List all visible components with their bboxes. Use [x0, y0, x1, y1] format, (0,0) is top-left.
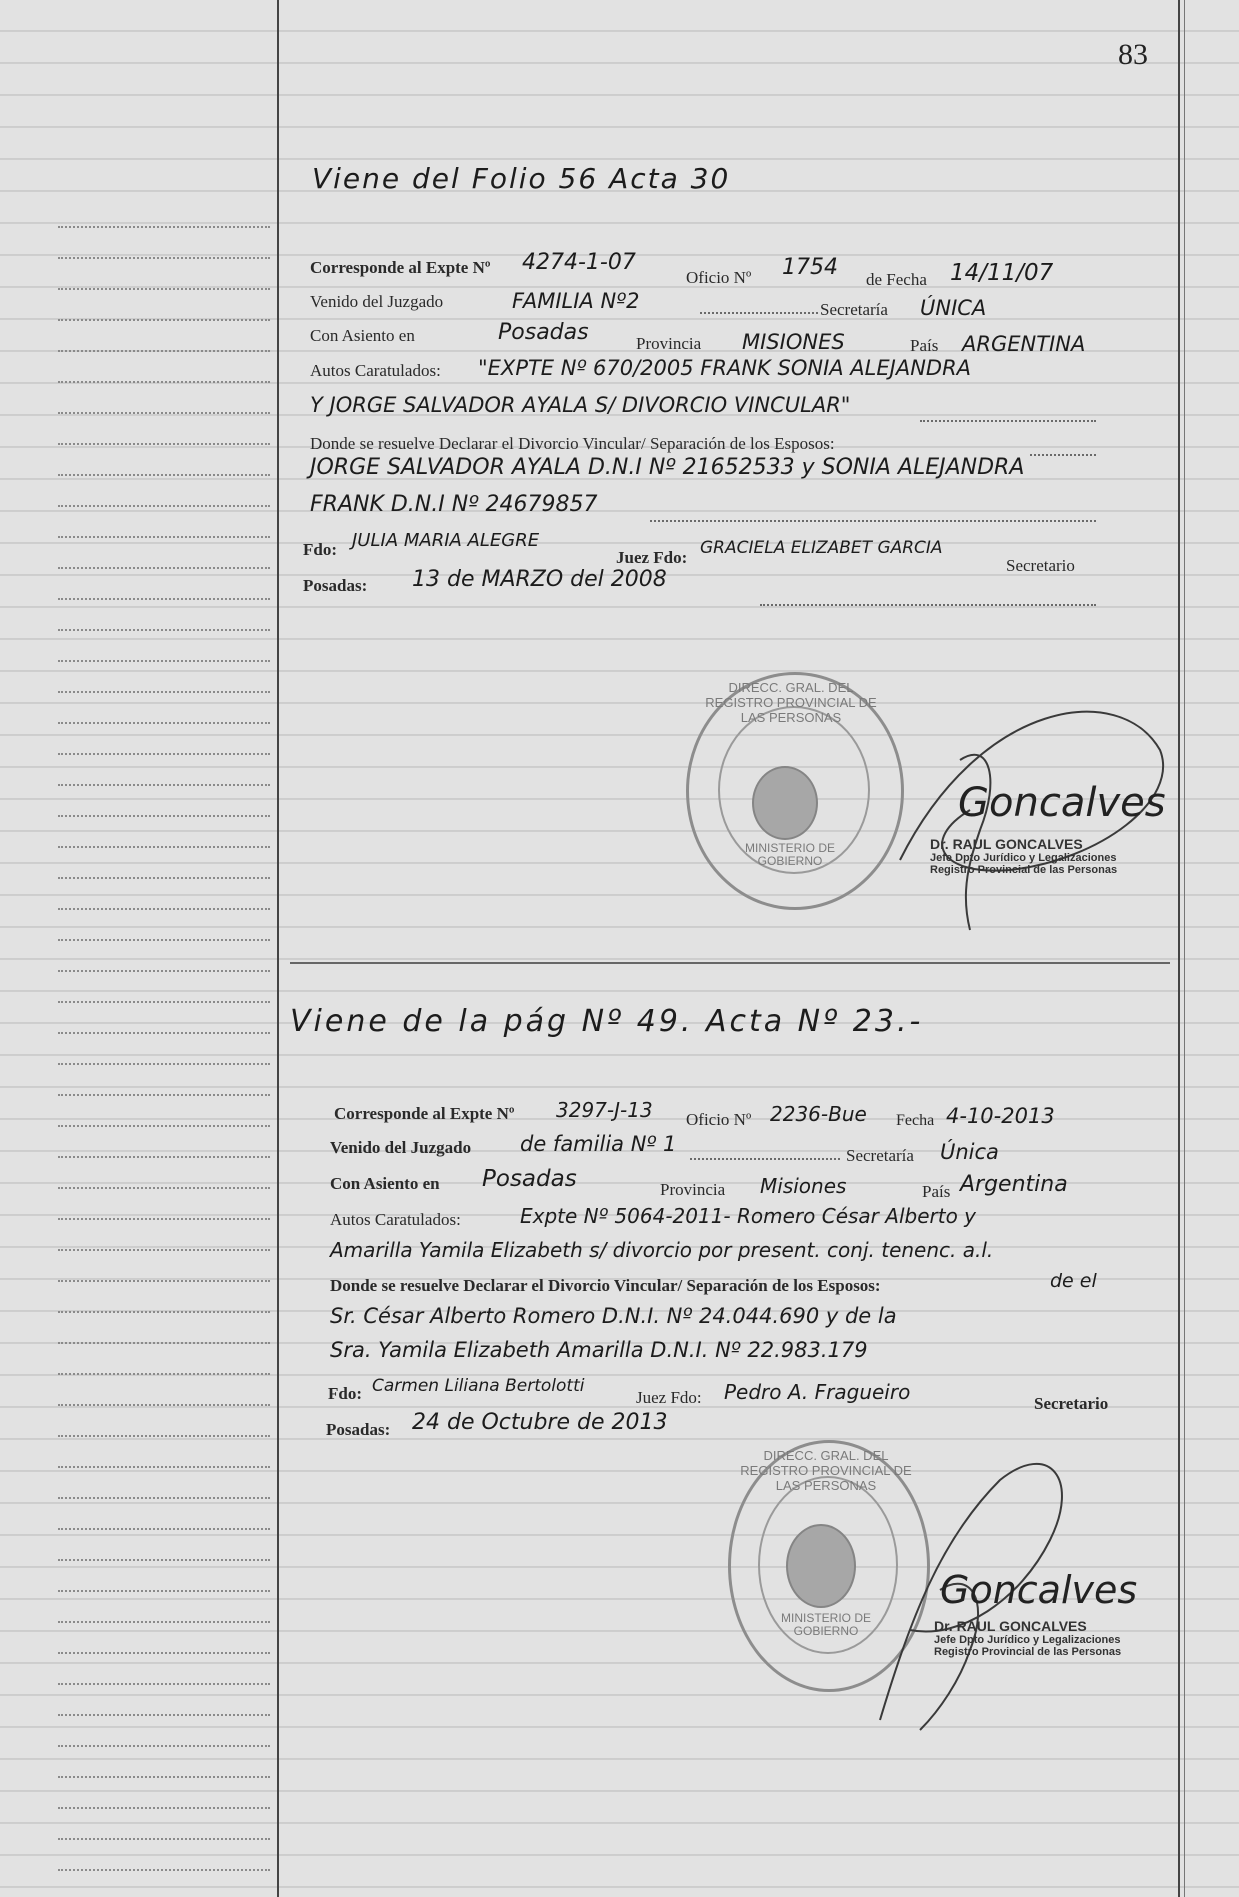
entry1-esposos-dots: [650, 520, 1096, 522]
left-margin-rule: [58, 412, 270, 414]
entry1-oficio-label: Oficio Nº: [686, 268, 752, 287]
entry2-fecha-label: Fecha: [896, 1112, 935, 1129]
entry1-resuelve-label: Donde se resuelve Declarar el Divorcio Vincular/ Separación de los Esposos:: [310, 434, 835, 453]
left-margin-rule: [58, 598, 270, 600]
entry1-juzgado-dots: [700, 312, 818, 314]
entry2-provincia-label: Provincia: [660, 1180, 726, 1199]
left-margin-rule: [58, 1745, 270, 1747]
left-margin-rule: [58, 1125, 270, 1127]
left-margin-rule: [58, 970, 270, 972]
sig1-name: Dr. RAUL GONCALVES: [930, 836, 1083, 852]
left-margin-rule: [58, 784, 270, 786]
left-margin-rule: [58, 567, 270, 569]
entry1-autos-line2: Y JORGE SALVADOR AYALA S/ DIVORCIO VINCULAR": [310, 393, 851, 417]
left-margin-rule: [58, 1559, 270, 1561]
entry1-fecha-value: 14/11/07: [950, 260, 1054, 286]
sig2-name: Dr. RAUL GONCALVES: [934, 1618, 1087, 1634]
entry-separator: [290, 962, 1170, 964]
entry1-expte-label: Corresponde al Expte Nº: [310, 258, 491, 277]
entry1-juzgado-label: Venido del Juzgado: [310, 292, 444, 311]
left-margin-rule: [58, 319, 270, 321]
entry2-juzgado-value: de familia Nº 1: [520, 1132, 677, 1156]
left-margin-rule: [58, 1869, 270, 1871]
entry2-expte-label: Corresponde al Expte Nº: [334, 1104, 515, 1123]
left-margin-rule: [58, 1311, 270, 1313]
entry2-resuelve-value: de el: [1050, 1270, 1097, 1292]
entry2-juez-name: Carmen Liliana Bertolotti: [372, 1376, 585, 1396]
entry1-autos-line1: "EXPTE Nº 670/2005 FRANK SONIA ALEJANDRA: [478, 356, 972, 380]
signature-2-block: [934, 1618, 1121, 1658]
entry2-autos-line2: Amarilla Yamila Elizabeth s/ divorcio por present. conj. tenenc. a.l.: [330, 1238, 994, 1262]
entry1-resuelve-dots: [1030, 454, 1096, 456]
left-margin-rule: [58, 1187, 270, 1189]
entry1-fecha-label: de Fecha: [866, 270, 927, 289]
left-margin-rule: [58, 1280, 270, 1282]
left-margin-rule: [58, 1218, 270, 1220]
left-margin-rule: [58, 908, 270, 910]
entry2-asiento-value: Posadas: [482, 1166, 577, 1192]
entry2-esposos-line1: Sr. César Alberto Romero D.N.I. Nº 24.044.690 y de la: [330, 1304, 897, 1328]
sig1-title-2: Registro Provincial de las Personas: [930, 864, 1118, 876]
left-margin-rule: [58, 1063, 270, 1065]
entry1-asiento-value: Posadas: [498, 320, 589, 345]
right-margin-line-inner: [1184, 0, 1185, 1897]
entry1-pais-label: País: [910, 336, 939, 355]
entry1-fdo-label: Fdo:: [303, 540, 337, 559]
left-margin-rule: [58, 1404, 270, 1406]
entry2-oficio-label: Oficio Nº: [686, 1110, 752, 1129]
left-margin-rule: [58, 1373, 270, 1375]
entry2-pais-value: Argentina: [960, 1172, 1068, 1197]
left-margin-rule: [58, 1342, 270, 1344]
sig1-title-1: Jefe Dpto Jurídico y Legalizaciones: [930, 852, 1117, 864]
entry1-heading: Viene del Folio 56 Acta 30: [312, 162, 731, 195]
entry2-posadas-date: 24 de Octubre de 2013: [412, 1410, 668, 1435]
entry1-provincia-label: Provincia: [636, 334, 702, 353]
left-margin-rule: [58, 1621, 270, 1623]
entry1-provincia-value: MISIONES: [742, 330, 845, 354]
entry1-pais-value: ARGENTINA: [962, 332, 1086, 356]
entry1-posadas-label: Posadas:: [303, 576, 368, 595]
left-margin-rule: [58, 226, 270, 228]
left-margin-rule: [58, 939, 270, 941]
entry2-pais-label: País: [922, 1182, 951, 1201]
entry1-posadas-dots: [760, 604, 1096, 606]
left-margin-rule: [58, 257, 270, 259]
left-margin-rule: [58, 1249, 270, 1251]
left-margin-rule: [58, 1497, 270, 1499]
stamp1-outer-text: DIRECC. GRAL. DEL REGISTRO PROVINCIAL DE LAS PERSONAS: [705, 680, 877, 725]
entry2-fecha-value: 4-10-2013: [946, 1104, 1055, 1128]
entry1-secretario-label: Secretario: [1006, 556, 1075, 575]
entry2-autos-label: Autos Caratulados:: [330, 1210, 461, 1229]
entry2-secretario-name: Pedro A. Fragueiro: [724, 1380, 911, 1404]
signature-2-text: Goncalves: [940, 1568, 1138, 1612]
left-margin-rule: [58, 1683, 270, 1685]
signature-1-text: Goncalves: [958, 780, 1166, 826]
entry2-fdo-label: Fdo:: [328, 1384, 362, 1403]
entry2-resuelve-label: Donde se resuelve Declarar el Divorcio Vincular/ Separación de los Esposos:: [330, 1276, 881, 1295]
left-margin-rule: [58, 815, 270, 817]
entry1-esposos-line2: FRANK D.N.I Nº 24679857: [310, 492, 598, 517]
entry2-juezfdo-label: Juez Fdo:: [636, 1388, 702, 1407]
sig2-title-1: Jefe Dpto Jurídico y Legalizaciones: [934, 1634, 1121, 1646]
entry1-asiento-label: Con Asiento en: [310, 326, 415, 345]
left-margin-rule: [58, 1001, 270, 1003]
entry2-esposos-line2: Sra. Yamila Elizabeth Amarilla D.N.I. Nº 22.983.179: [330, 1338, 868, 1362]
entry1-secretaria-value: ÚNICA: [920, 296, 987, 320]
entry2-secretario-label: Secretario: [1034, 1394, 1109, 1413]
entry1-juezfdo-label: Juez Fdo:: [616, 548, 688, 567]
entry1-expte-value: 4274-1-07: [522, 250, 636, 275]
stamp2-inner-text: MINISTERIO DE GOBIERNO: [780, 1611, 871, 1638]
right-margin-line: [1178, 0, 1180, 1897]
entry1-autos-label: Autos Caratulados:: [310, 361, 441, 380]
stamp2-outer-text: DIRECC. GRAL. DEL REGISTRO PROVINCIAL DE LAS PERSONAS: [740, 1448, 912, 1493]
entry2-asiento-label: Con Asiento en: [330, 1174, 440, 1193]
entry1-autos-dots: [920, 420, 1096, 422]
stamp1-inner-text: MINISTERIO DE GOBIERNO: [744, 841, 835, 868]
left-margin-rule: [58, 753, 270, 755]
left-margin-rule: [58, 722, 270, 724]
entry2-juzgado-dots: [690, 1158, 840, 1160]
left-margin-rule: [58, 691, 270, 693]
entry1-posadas-date: 13 de MARZO del 2008: [412, 567, 667, 592]
left-margin-rule: [58, 846, 270, 848]
left-margin-rule: [58, 660, 270, 662]
left-margin-rule: [58, 1528, 270, 1530]
left-margin-rule: [58, 1094, 270, 1096]
left-margin-rule: [58, 1807, 270, 1809]
signature-1-block: [930, 836, 1117, 876]
entry1-secretario-name: GRACIELA ELIZABET GARCIA: [700, 538, 943, 558]
left-margin-line: [277, 0, 279, 1897]
left-margin-rule: [58, 536, 270, 538]
left-margin-rule: [58, 877, 270, 879]
left-margin-rule: [58, 350, 270, 352]
left-margin-rule: [58, 1435, 270, 1437]
entry2-provincia-value: Misiones: [760, 1174, 847, 1198]
entry1-juez-name: JULIA MARIA ALEGRE: [352, 530, 540, 551]
left-margin-rule: [58, 474, 270, 476]
page-number: 83: [1118, 38, 1148, 71]
left-margin-rule: [58, 505, 270, 507]
left-margin-rule: [58, 1838, 270, 1840]
entry2-expte-value: 3297-J-13: [556, 1098, 653, 1122]
entry2-heading: Viene de la pág Nº 49. Acta Nº 23.-: [290, 1004, 924, 1039]
left-margin-rule: [58, 1032, 270, 1034]
entry2-juzgado-label: Venido del Juzgado: [330, 1138, 472, 1157]
left-margin-rule: [58, 1776, 270, 1778]
left-margin-rule: [58, 1714, 270, 1716]
left-margin-rule: [58, 1590, 270, 1592]
left-margin-rule: [58, 1652, 270, 1654]
left-margin-rule: [58, 381, 270, 383]
left-margin-rule: [58, 1466, 270, 1468]
left-margin-rule: [58, 288, 270, 290]
sig2-title-2: Registro Provincial de las Personas: [934, 1646, 1122, 1658]
entry2-autos-line1: Expte Nº 5064-2011- Romero César Alberto y: [520, 1204, 976, 1228]
entry2-oficio-value: 2236-Bue: [770, 1102, 867, 1126]
entry1-secretaria-label: Secretaría: [820, 300, 888, 319]
entry1-esposos-line1: JORGE SALVADOR AYALA D.N.I Nº 21652533 y SONIA ALEJANDRA: [310, 455, 1025, 480]
entry2-secretaria-value: Única: [940, 1140, 999, 1164]
left-margin-rule: [58, 1156, 270, 1158]
stamp1-coat-of-arms-icon: [752, 766, 818, 840]
entry1-oficio-value: 1754: [782, 255, 838, 280]
entry2-posadas-label: Posadas:: [326, 1420, 391, 1439]
left-margin-rule: [58, 443, 270, 445]
entry2-secretaria-label: Secretaría: [846, 1146, 914, 1165]
entry1-juzgado-value: FAMILIA Nº2: [512, 289, 640, 313]
left-margin-rule: [58, 629, 270, 631]
